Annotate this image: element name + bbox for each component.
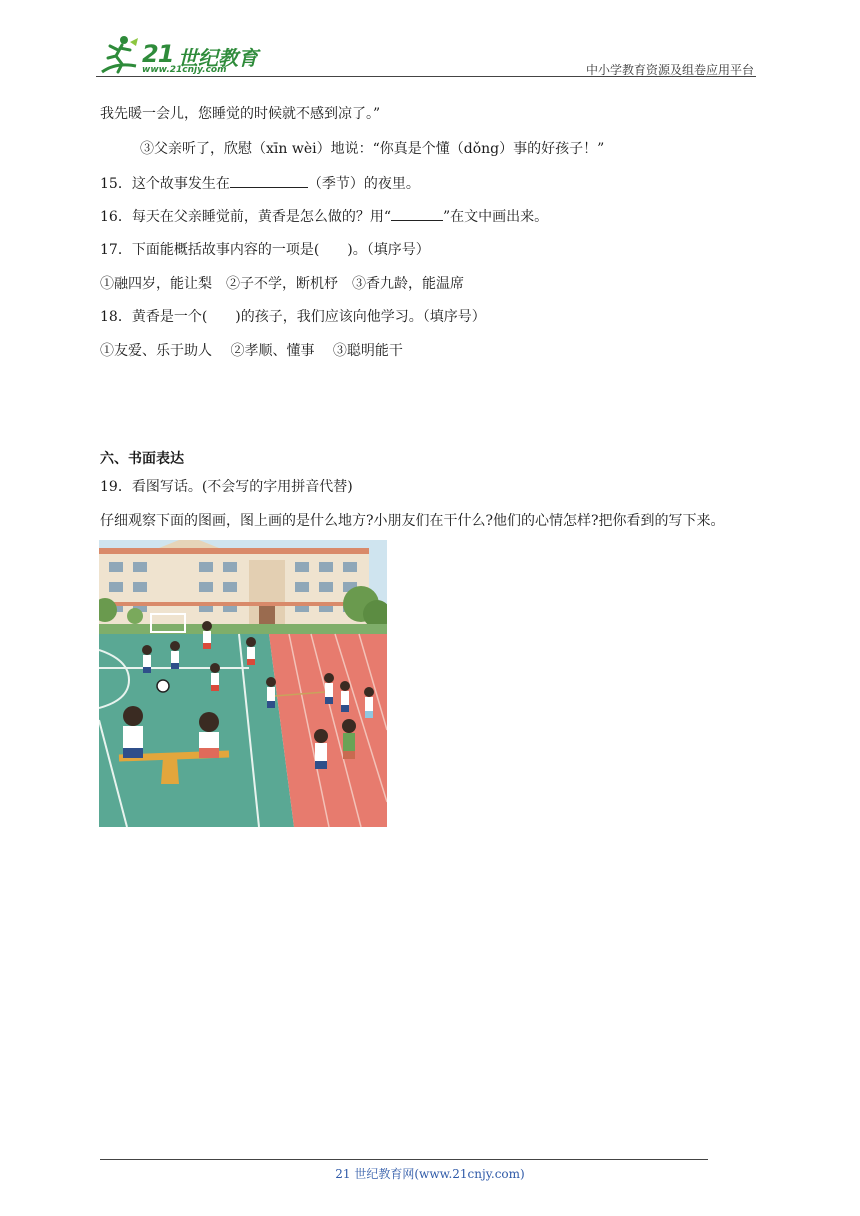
page-header (96, 30, 756, 78)
site-logo[interactable] (96, 30, 266, 78)
passage-line-1: 我先暖一会儿，您睡觉的时候就不感到凉了。” (100, 106, 381, 122)
question-18: 18．黄香是一个( )的孩子，我们应该向他学习。（填序号） (100, 309, 486, 325)
question-17: 17．下面能概括故事内容的一项是( )。（填序号） (100, 242, 430, 258)
answer-blank[interactable] (230, 173, 308, 188)
question-15 (100, 173, 420, 194)
runner-logo-icon (96, 32, 142, 76)
underline-sample (391, 206, 443, 221)
question-19-description: 仔细观察下面的图画，图上画的是什么地方?小朋友们在干什么?他们的心情怎样?把你看到的写下来。 (100, 513, 725, 529)
playground-illustration (99, 540, 387, 827)
footer-text: 21 世纪教育网(www.21cnjy.com) (335, 1167, 525, 1181)
footer-divider (100, 1159, 708, 1160)
passage-line-2: ③父亲听了，欣慰（xīn wèi）地说：“你真是个懂（dǒng）事的好孩子！” (140, 141, 605, 157)
question-15-prefix: 15．这个故事发生在 (100, 176, 230, 192)
platform-name: 中小学教育资源及组卷应用平台 (585, 63, 754, 77)
question-18-options: ①友爱、乐于助人 ②孝顺、懂事 ③聪明能干 (100, 343, 403, 359)
logo-url: www.21cnjy.com (142, 65, 227, 75)
section-title: 六、书面表达 (100, 451, 184, 467)
question-16 (100, 206, 548, 227)
question-19: 19．看图写话。(不会写的字用拼音代替) (100, 479, 353, 495)
question-17-options: ①融四岁，能让梨 ②子不学，断机杼 ③香九龄，能温席 (100, 276, 464, 292)
question-16-prefix: 16．每天在父亲睡觉前，黄香是怎么做的？用“ (100, 209, 391, 225)
header-divider (96, 76, 756, 77)
logo-number: 21 (142, 40, 174, 68)
question-15-suffix: （季节）的夜里。 (307, 176, 420, 192)
logo-text: 世纪教育 (178, 46, 258, 70)
question-16-suffix: ”在文中画出来。 (442, 209, 549, 225)
